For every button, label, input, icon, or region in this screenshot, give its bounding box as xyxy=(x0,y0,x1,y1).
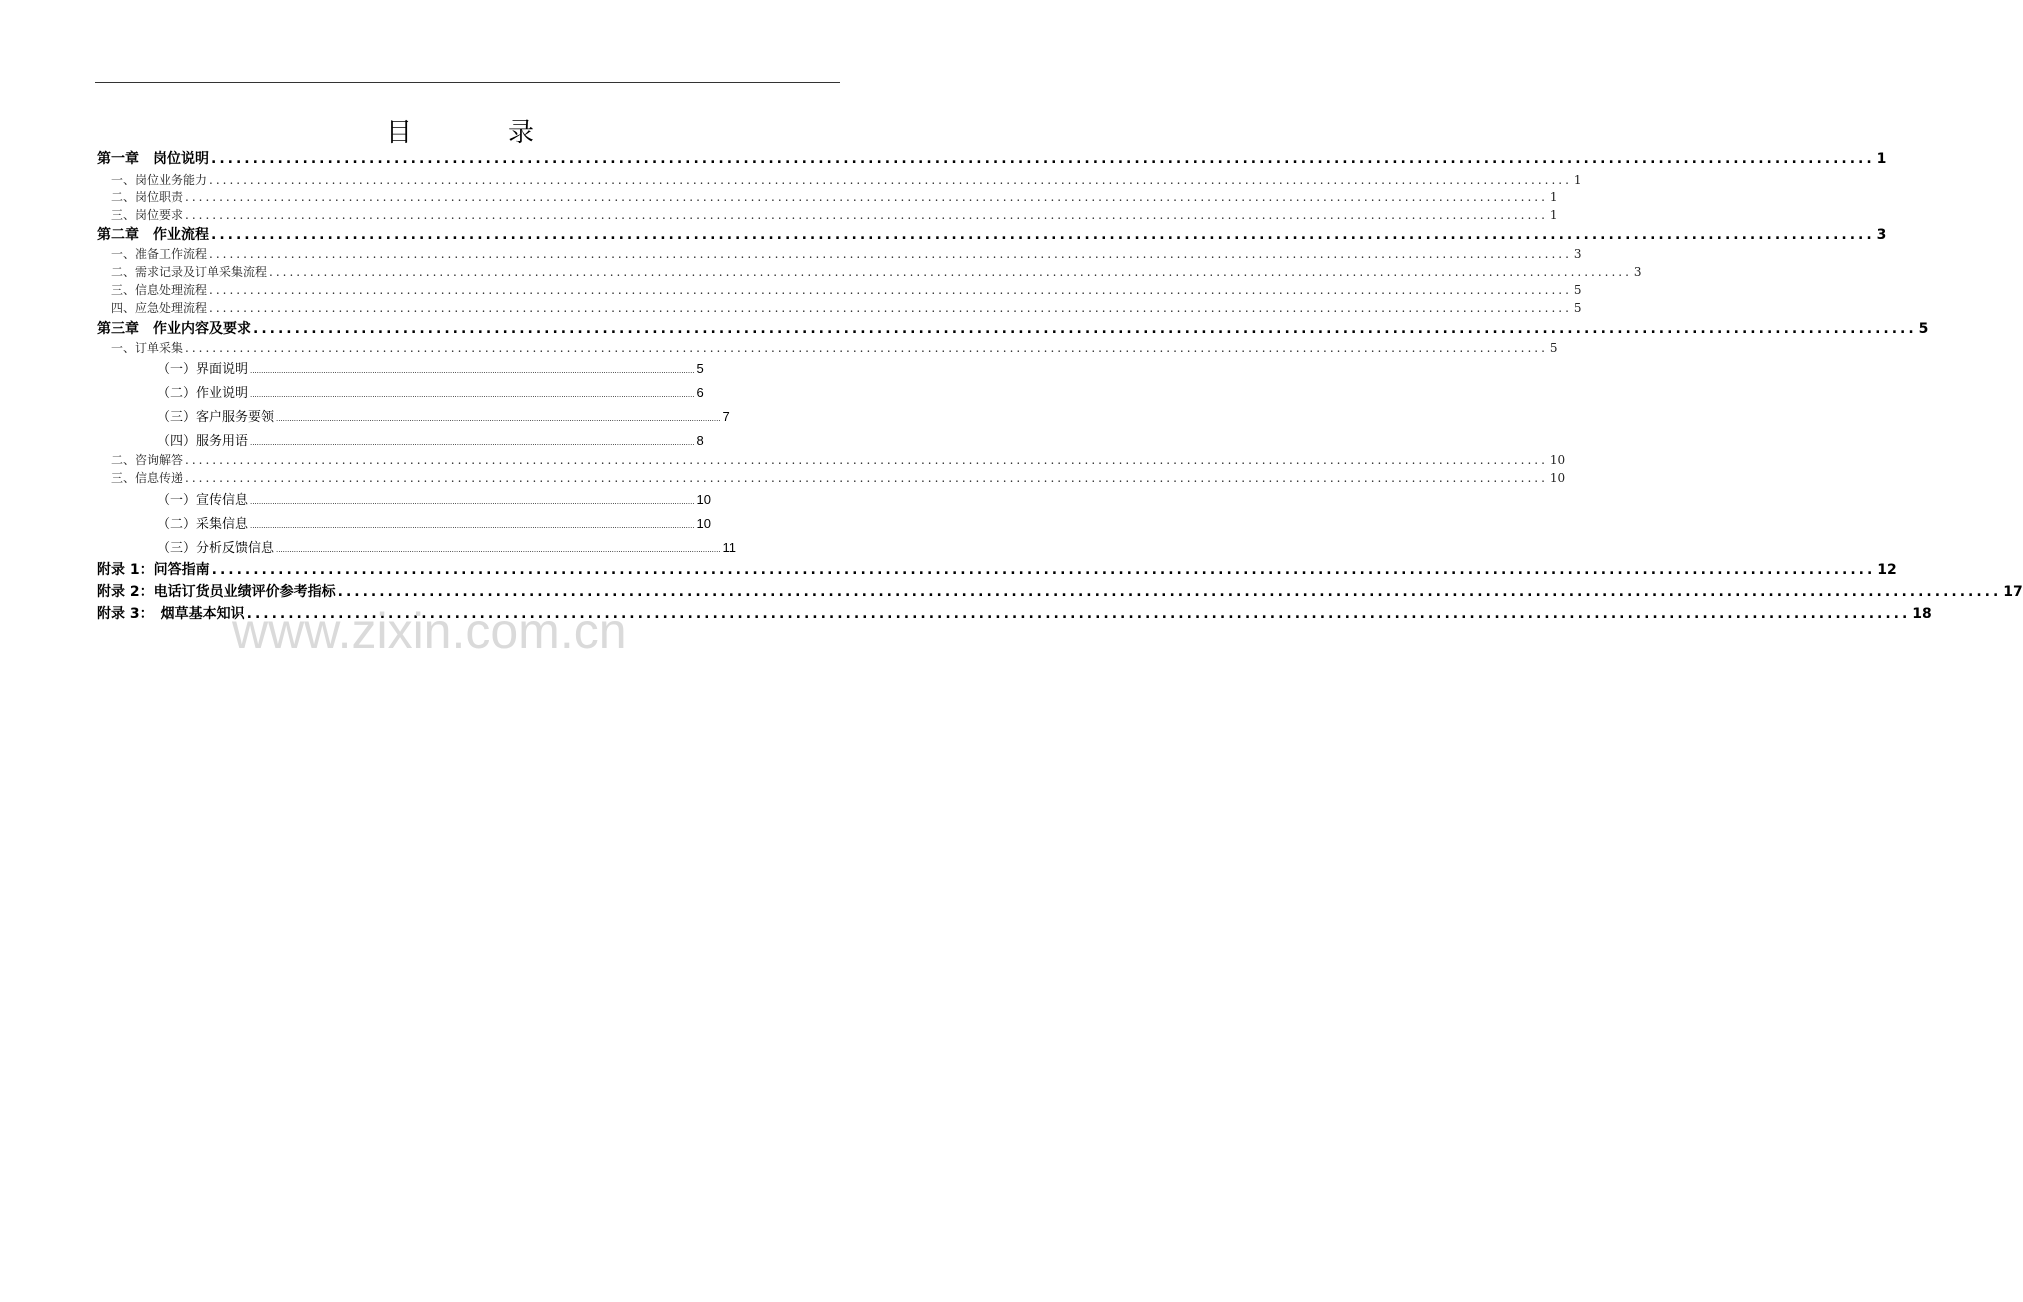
toc-entry-label: 二、岗位职责 xyxy=(111,190,184,204)
toc-entry[interactable] xyxy=(97,281,1582,298)
toc-entry-label: （一）界面说明 xyxy=(157,361,249,376)
toc-entry-label: 一、订单采集 xyxy=(111,341,184,355)
toc-entry-page: 1 xyxy=(1573,173,1582,187)
toc-entry-label: 附录 2：电话订货员业绩评价参考指标 xyxy=(97,584,336,600)
toc-entry[interactable] xyxy=(97,224,1887,244)
dot-leader: ........................................................................................................................................................................................................ xyxy=(211,151,1875,167)
toc-entry-page: 10 xyxy=(1549,453,1566,467)
header-rule xyxy=(95,82,840,83)
dot-leader: ........................................................................................................................................................................................................ xyxy=(250,497,695,506)
toc-entry-label: 二、需求记录及订单采集流程 xyxy=(111,265,268,279)
toc-entry-label: 三、岗位要求 xyxy=(111,208,184,222)
toc-entry-page: 11 xyxy=(722,540,737,555)
toc-entry[interactable] xyxy=(97,430,704,449)
toc-entry-label: 二、咨询解答 xyxy=(111,453,184,467)
toc-entry[interactable] xyxy=(97,581,2023,601)
toc-entry-label: （二）采集信息 xyxy=(157,516,249,531)
toc-entry[interactable] xyxy=(97,339,1558,356)
toc-entry-label: （三）分析反馈信息 xyxy=(157,540,275,555)
dot-leader: ........................................................................................................................................................................................................ xyxy=(253,321,1917,337)
toc-entry-page: 5 xyxy=(1573,301,1582,315)
dot-leader: ........................................................................................................................................................................................................ xyxy=(211,227,1875,243)
toc-entry-label: 一、岗位业务能力 xyxy=(111,173,208,187)
toc-entry-label: 三、信息处理流程 xyxy=(111,283,208,297)
toc-entry-page: 7 xyxy=(722,409,730,424)
toc-entry[interactable] xyxy=(97,171,1582,188)
toc-entry-label: 四、应急处理流程 xyxy=(111,301,208,315)
toc-entry[interactable] xyxy=(97,245,1582,262)
toc-entry[interactable] xyxy=(97,469,1566,486)
toc-title xyxy=(0,112,920,149)
title-char-1: 目 xyxy=(385,118,412,148)
dot-leader: ........................................................................................................................................................................................................ xyxy=(246,606,1911,622)
toc-entry[interactable] xyxy=(97,188,1558,205)
dot-leader: ........................................................................................................................................................................................................ xyxy=(185,190,1548,204)
toc-entry-label: 附录 1：问答指南 xyxy=(97,562,210,578)
toc-entry-label: 三、信息传递 xyxy=(111,471,184,485)
toc-entry-page: 6 xyxy=(696,385,704,400)
toc-entry[interactable] xyxy=(97,451,1566,468)
dot-leader: ........................................................................................................................................................................................................ xyxy=(250,521,695,530)
toc-entry[interactable] xyxy=(97,559,1897,579)
toc-entry[interactable] xyxy=(97,406,730,425)
toc-entry[interactable] xyxy=(97,263,1642,280)
toc-entry-page: 3 xyxy=(1876,227,1887,243)
toc-entry-label: 第一章 岗位说明 xyxy=(97,151,209,167)
toc-entry[interactable] xyxy=(97,206,1558,223)
toc-entry-page: 17 xyxy=(2003,584,2023,600)
dot-leader: ........................................................................................................................................................................................................ xyxy=(276,414,721,423)
toc-entry[interactable] xyxy=(97,537,737,556)
toc-entry-page: 10 xyxy=(696,492,712,507)
dot-leader: ........................................................................................................................................................................................................ xyxy=(185,341,1548,355)
dot-leader: ........................................................................................................................................................................................................ xyxy=(250,390,695,399)
toc-entry-page: 5 xyxy=(696,361,704,376)
dot-leader: ........................................................................................................................................................................................................ xyxy=(276,545,721,554)
toc-entry-page: 1 xyxy=(1549,208,1558,222)
toc-entry-label: 附录 3： 烟草基本知识 xyxy=(97,606,245,622)
title-char-2: 录 xyxy=(508,118,535,148)
toc-entry-label: 第二章 作业流程 xyxy=(97,227,209,243)
toc-entry[interactable] xyxy=(97,489,712,508)
dot-leader: ........................................................................................................................................................................................................ xyxy=(209,283,1572,297)
toc-entry-page: 5 xyxy=(1918,321,1929,337)
toc-entry-page: 1 xyxy=(1549,190,1558,204)
dot-leader: ........................................................................................................................................................................................................ xyxy=(185,208,1548,222)
toc-entry-label: （三）客户服务要领 xyxy=(157,409,275,424)
dot-leader: ........................................................................................................................................................................................................ xyxy=(185,471,1548,485)
toc-entry[interactable] xyxy=(97,318,1929,338)
toc-entry-label: （四）服务用语 xyxy=(157,433,249,448)
dot-leader: ........................................................................................................................................................................................................ xyxy=(209,173,1572,187)
toc-entry[interactable] xyxy=(97,513,712,532)
toc-entry-page: 5 xyxy=(1549,341,1558,355)
dot-leader: ........................................................................................................................................................................................................ xyxy=(211,562,1876,578)
dot-leader: ........................................................................................................................................................................................................ xyxy=(185,453,1548,467)
toc-entry-page: 8 xyxy=(696,433,704,448)
dot-leader: ........................................................................................................................................................................................................ xyxy=(209,247,1572,261)
toc-entry[interactable] xyxy=(97,299,1582,316)
toc-entry-page: 3 xyxy=(1633,265,1642,279)
dot-leader: ........................................................................................................................................................................................................ xyxy=(250,438,695,447)
toc-entry-page: 1 xyxy=(1876,151,1887,167)
toc-entry-label: 第三章 作业内容及要求 xyxy=(97,321,251,337)
toc-entry-label: （一）宣传信息 xyxy=(157,492,249,507)
toc-entry-page: 10 xyxy=(696,516,712,531)
toc-entry-label: 一、准备工作流程 xyxy=(111,247,208,261)
toc-entry-page: 5 xyxy=(1573,283,1582,297)
toc-entry[interactable] xyxy=(97,148,1887,168)
toc-entry-page: 18 xyxy=(1912,606,1932,622)
dot-leader: ........................................................................................................................................................................................................ xyxy=(209,301,1572,315)
toc-entry[interactable] xyxy=(97,382,704,401)
toc-entry-page: 3 xyxy=(1573,247,1582,261)
dot-leader: ........................................................................................................................................................................................................ xyxy=(337,584,2002,600)
toc-entry-label: （二）作业说明 xyxy=(157,385,249,400)
dot-leader: ........................................................................................................................................................................................................ xyxy=(250,366,695,375)
toc-entry-page: 12 xyxy=(1877,562,1897,578)
toc-entry-page: 10 xyxy=(1549,471,1566,485)
dot-leader: ........................................................................................................................................................................................................ xyxy=(269,265,1632,279)
toc-entry[interactable] xyxy=(97,358,704,377)
watermark: www.zixin.com.cn xyxy=(232,603,627,659)
